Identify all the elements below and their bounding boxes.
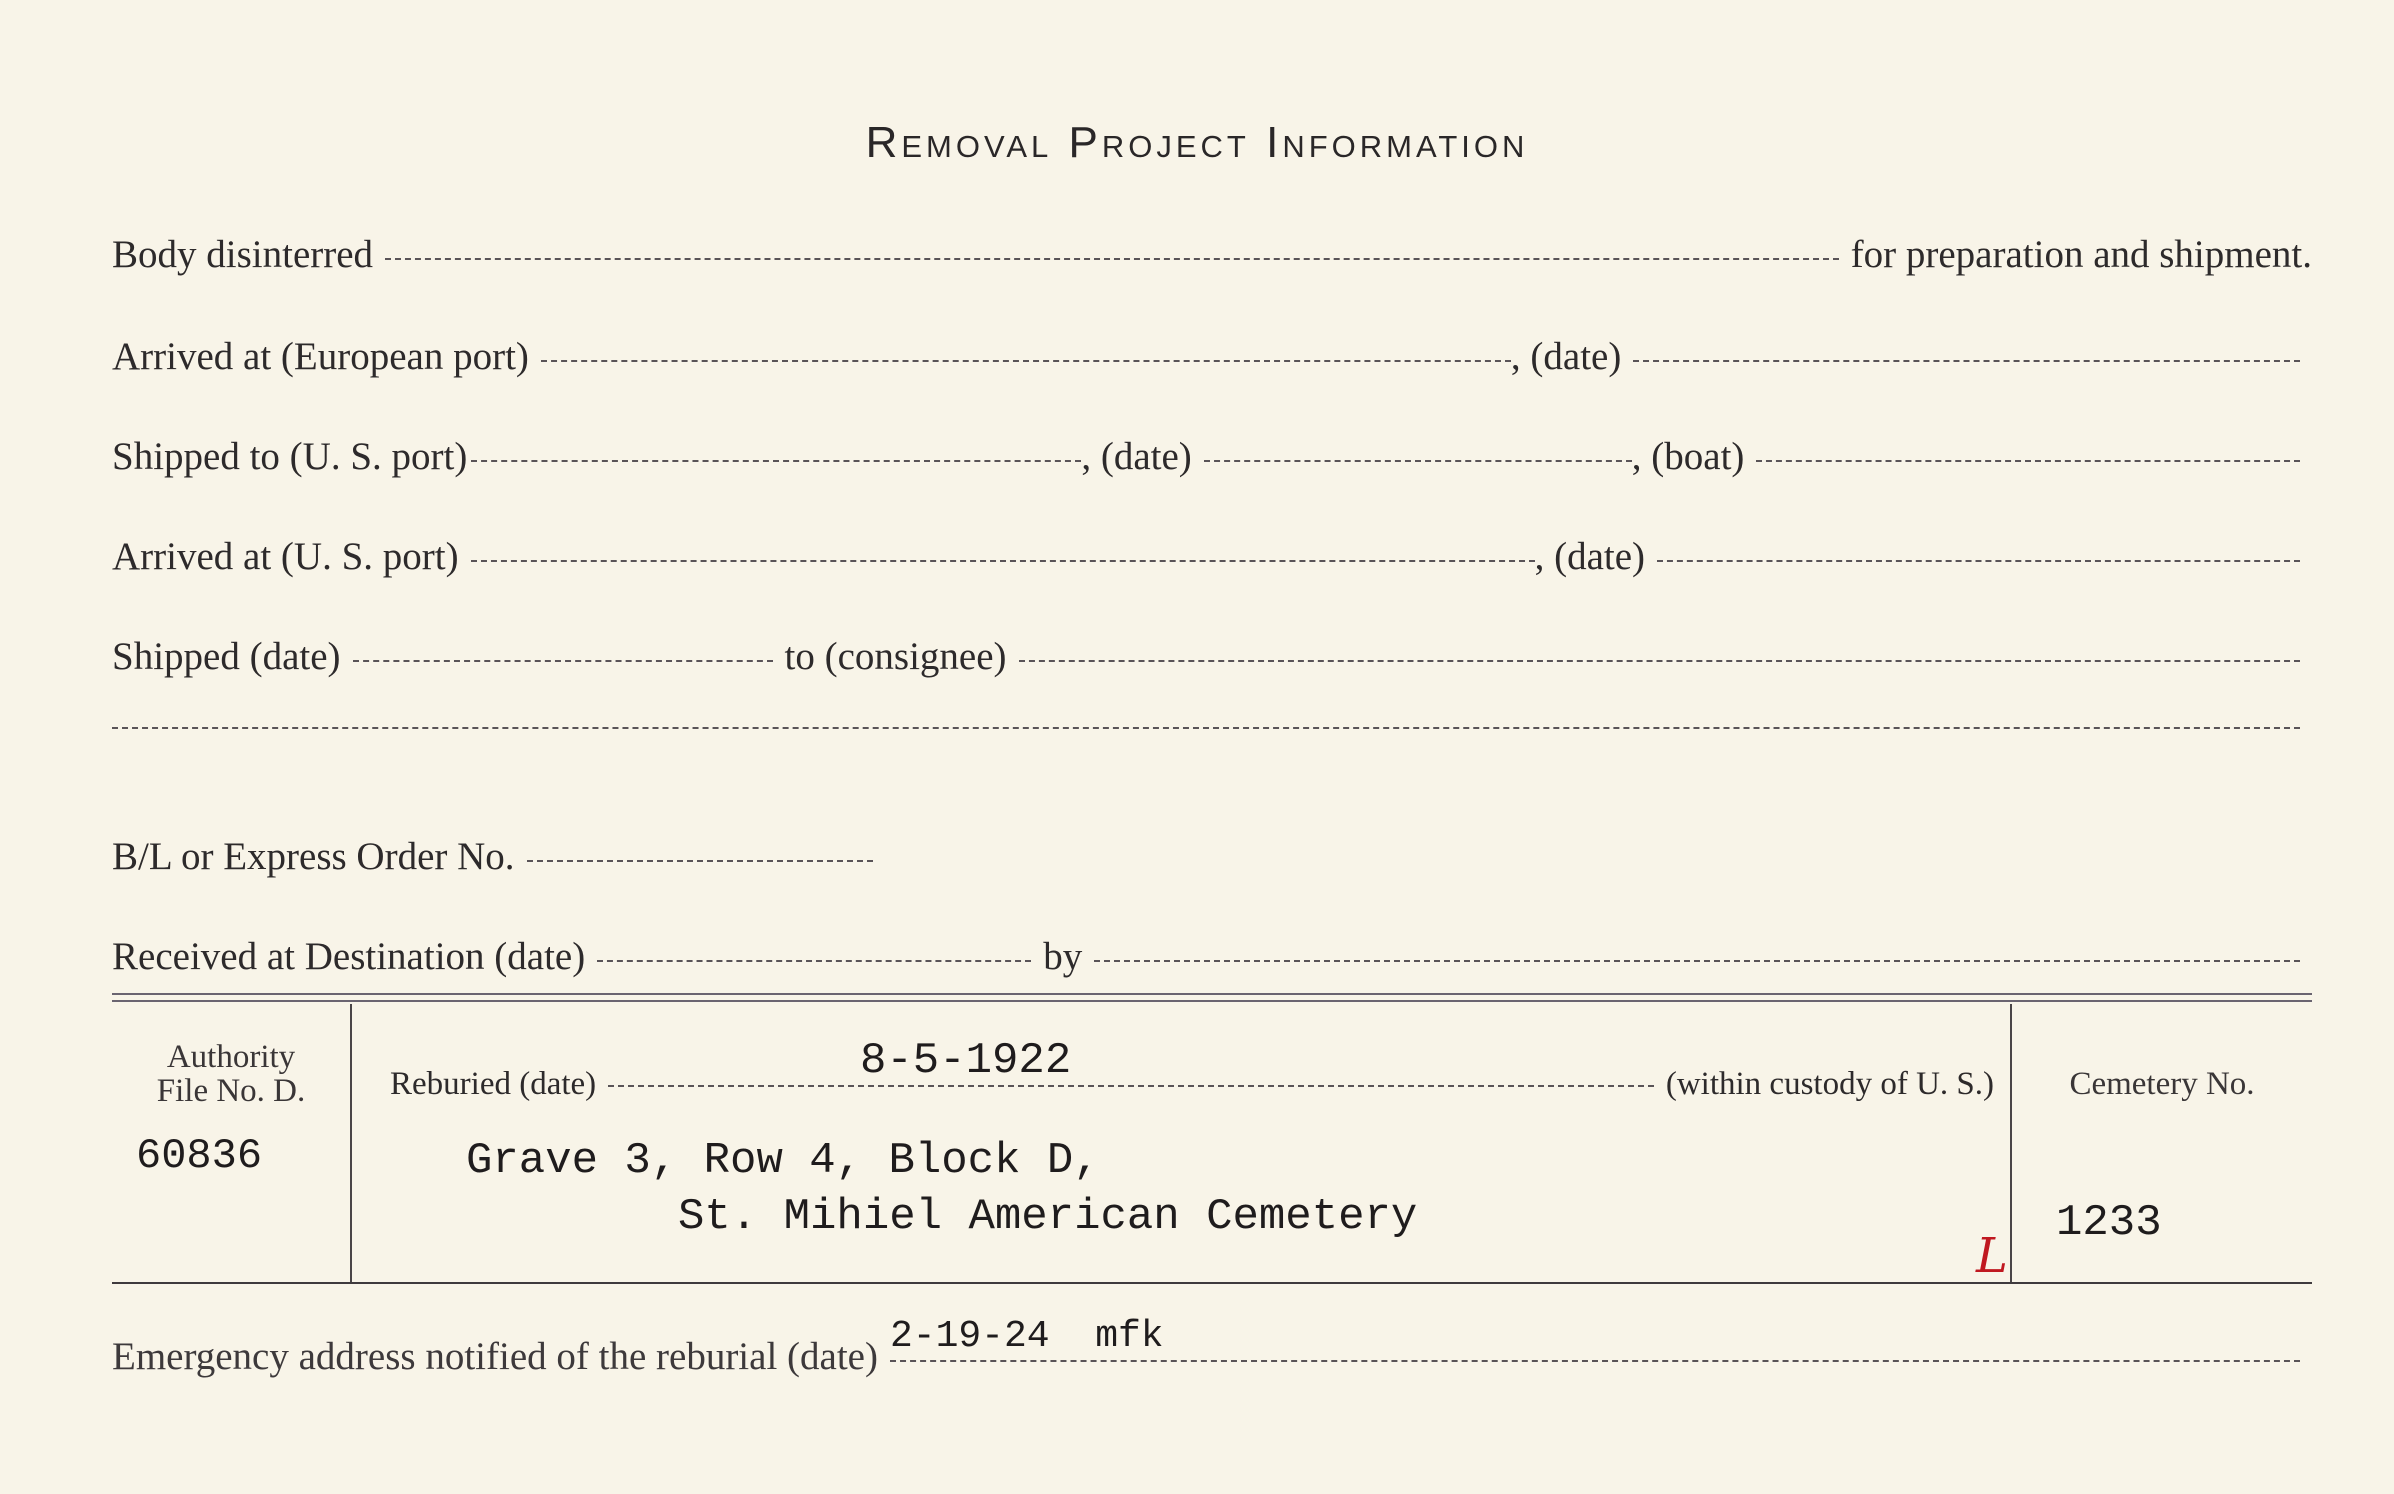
- authority-file-number: 60836: [136, 1132, 263, 1180]
- label-date-1: (date): [1530, 335, 1622, 378]
- field-boat[interactable]: [1756, 460, 2300, 462]
- cemetery-number: 1233: [2056, 1198, 2162, 1248]
- red-initial-mark: L: [1976, 1228, 2008, 1284]
- field-reburied-date[interactable]: [608, 1085, 1654, 1087]
- field-emergency-date[interactable]: [889, 1315, 2300, 1362]
- authority-label: Authority File No. D.: [156, 1039, 306, 1109]
- label-date-2: (date): [1100, 435, 1192, 478]
- emergency-date-value: 2-19-24 mfk: [889, 1315, 1164, 1358]
- row-arrived-us: Arrived at (U. S. port) , (date): [112, 534, 2312, 579]
- label-received: Received at Destination (date): [112, 935, 586, 978]
- field-consignee-continued[interactable]: [112, 727, 2300, 729]
- label-shipped-to-us: Shipped to (U. S. port): [112, 435, 468, 478]
- field-european-port[interactable]: [541, 360, 1511, 362]
- label-for-preparation: for preparation and shipment.: [1850, 233, 2312, 276]
- field-arrived-us-date[interactable]: [1657, 560, 2300, 562]
- row-shipped-date: [112, 634, 2312, 679]
- field-consignee[interactable]: [1019, 660, 2300, 662]
- label-emergency: Emergency address notified of the reburial (date): [112, 1335, 878, 1378]
- row-received: [112, 934, 2312, 979]
- label-to-consignee: to (consignee): [784, 635, 1007, 678]
- label-boat: (boat): [1651, 435, 1745, 478]
- divider-vertical-right: [2010, 1004, 2012, 1282]
- grave-location-line2: St. Mihiel American Cemetery: [678, 1192, 1418, 1242]
- row-shipped-to-us: Shipped to (U. S. port) , (date) , (boat): [112, 434, 2312, 479]
- field-shipped-date[interactable]: [1204, 460, 1632, 462]
- field-body-disinterred[interactable]: [385, 258, 1839, 260]
- field-arrived-us-port[interactable]: [471, 560, 1535, 562]
- row-reburied: [390, 1066, 1994, 1103]
- grave-location-line1: Grave 3, Row 4, Block D,: [466, 1136, 1100, 1186]
- row-body-disinterred: [112, 232, 2312, 277]
- row-arrived-european: Arrived at (European port) , (date): [112, 334, 2312, 379]
- field-bl-number[interactable]: [527, 860, 873, 862]
- label-arrived-european: Arrived at (European port): [112, 335, 529, 378]
- field-received-by[interactable]: [1094, 960, 2300, 962]
- divider-vertical-left: [350, 1004, 352, 1282]
- field-european-date[interactable]: [1633, 360, 2300, 362]
- label-bl: B/L or Express Order No.: [112, 835, 515, 878]
- label-body-disinterred: Body disinterred: [112, 233, 374, 276]
- label-custody: (within custody of U. S.): [1665, 1066, 1994, 1102]
- row-consignee-continued: [112, 734, 2312, 736]
- label-by: by: [1043, 935, 1083, 978]
- label-date-3: (date): [1554, 535, 1646, 578]
- reburial-date-value: 8-5-1922: [860, 1036, 1072, 1086]
- divider-double: [112, 993, 2312, 1002]
- label-arrived-us: Arrived at (U. S. port): [112, 535, 459, 578]
- divider-single: [112, 1282, 2312, 1284]
- field-received-date[interactable]: [597, 960, 1031, 962]
- row-bl: [112, 834, 2312, 879]
- field-us-port[interactable]: [471, 460, 1081, 462]
- label-reburied: Reburied (date): [390, 1066, 597, 1102]
- field-shipped-on[interactable]: [353, 660, 773, 662]
- cemetery-label: Cemetery No.: [2069, 1066, 2255, 1102]
- row-emergency: [112, 1315, 2312, 1379]
- card-title: Removal Project Information: [865, 118, 1529, 167]
- label-shipped-date: Shipped (date): [112, 635, 341, 678]
